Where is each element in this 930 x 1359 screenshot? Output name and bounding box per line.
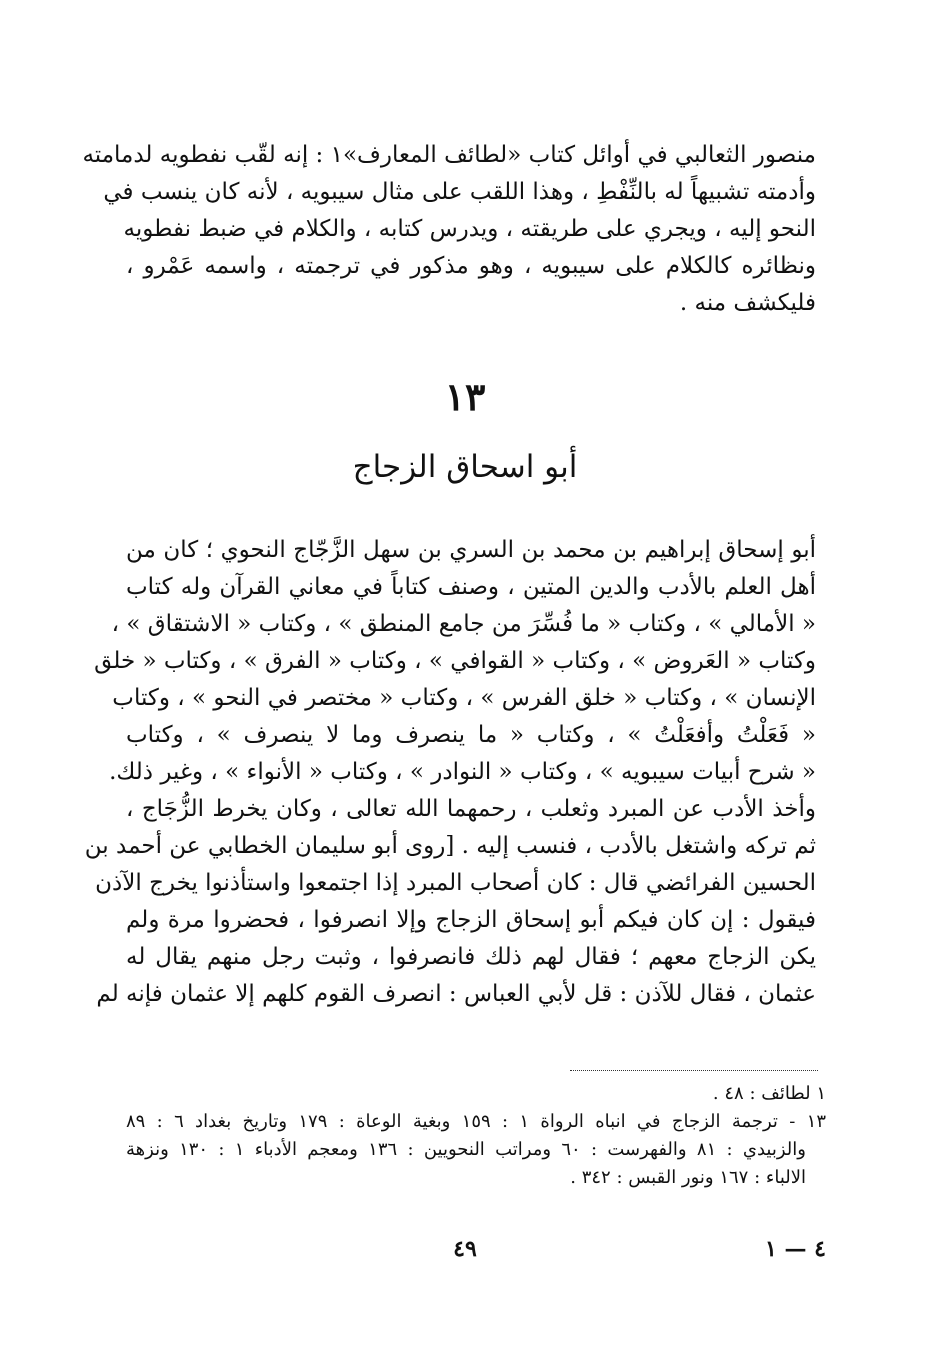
footnotes — [126, 1080, 826, 1192]
section-title: أبو اسحاق الزجاج — [352, 449, 578, 485]
text-line: الإنسان » ، وكتاب « خلق الفرس » ، وكتاب « مختصر في النحو » ، وكتاب — [112, 685, 816, 711]
page-number: ٤٩ — [453, 1236, 477, 1262]
text-line: « شرح أبيات سيبويه » ، وكتاب « النوادر » ، وكتاب « الأنواء » ، وغير ذلك. — [109, 759, 816, 785]
intro-paragraph — [82, 137, 816, 322]
signature-mark: ٤ — ١ — [765, 1236, 826, 1262]
text-line: ونظائره كالكلام على سيبويه ، وهو مذكور في ترجمته ، واسمه عَمْرو ، — [126, 253, 816, 279]
text-line: « فَعَلْتُ وأفعَلْتُ » ، وكتاب « ما ينصرف وما لا ينصرف » ، وكتاب — [126, 722, 816, 748]
text-line: أهل العلم بالأدب والدين المتين ، وصنف كتاباً في معاني القرآن وله كتاب — [126, 574, 816, 600]
text-line: عثمان ، فقال للآذن : قل لأبي العباس : انصرف القوم كلهم إلا عثمان فإنه لم — [96, 981, 816, 1007]
biography-text — [84, 532, 816, 1013]
text-line: يكن الزجاج معهم ؛ فقال لهم ذلك فانصرفوا ، وثبت رجل منهم يقال له — [126, 944, 816, 970]
text-line: الحسين الفرائضي قال : كان أصحاب المبرد إذا اجتمعوا واستأذنوا يخرج الآذن — [95, 870, 816, 896]
text-line: أبو إسحاق إبراهيم بن محمد بن السري بن سهل الزَّجّاج النحوي ؛ كان من — [126, 537, 816, 563]
footnote-line: الالباء : ١٦٧ ونور القبس : ٣٤٢ . — [570, 1167, 806, 1188]
text-line: وأخذ الأدب عن المبرد وثعلب ، رحمهما الله تعالى ، وكان يخرط الزُّجَاج ، — [126, 796, 816, 822]
footnote-line: ١٣ - ترجمة الزجاج في انباه الرواة ١ : ١٥٩ وبغية الوعاة : ١٧٩ وتاريخ بغداد ٦ : ٨٩ — [126, 1111, 827, 1132]
text-line: فيقول : إن كان فيكم أبو إسحاق الزجاج وإلا انصرفوا ، فحضروا مرة ولم — [126, 907, 816, 933]
text-line: النحو إليه ، ويجري على طريقته ، ويدرس كتابه ، والكلام في ضبط نفطويه — [123, 216, 816, 242]
footnote-divider — [570, 1070, 818, 1071]
text-line: فليكشف منه . — [679, 290, 816, 316]
footnote-line: ١ لطائف : ٤٨ . — [712, 1083, 826, 1104]
text-line: ثم تركه واشتغل بالأدب ، فنسب إليه . [روى أبو سليمان الخطابي عن أحمد بن — [84, 833, 816, 859]
section-number: ١٣ — [444, 374, 486, 419]
text-line: وأدمته تشبيهاً له بالنِّفْطِ ، وهذا اللقب على مثال سيبويه ، لأنه كان ينسب في — [103, 179, 816, 205]
text-line: منصور الثعالبي في أوائل كتاب «لطائف المعارف»١ : إنه لقّب نفطويه لدمامته — [82, 142, 816, 168]
text-line: وكتاب « العَروض » ، وكتاب « القوافي » ، وكتاب « الفرق » ، وكتاب « خلق — [94, 648, 816, 674]
text-line: « الأمالي » ، وكتاب « ما فُسِّرَ من جامع المنطق » ، وكتاب « الاشتقاق » ، — [111, 611, 816, 637]
footnote-line: والزبيدي : ٨١ والفهرست : ٦٠ ومراتب النحويين : ١٣٦ ومعجم الأدباء ١ : ١٣٠ ونزهة — [126, 1139, 806, 1160]
